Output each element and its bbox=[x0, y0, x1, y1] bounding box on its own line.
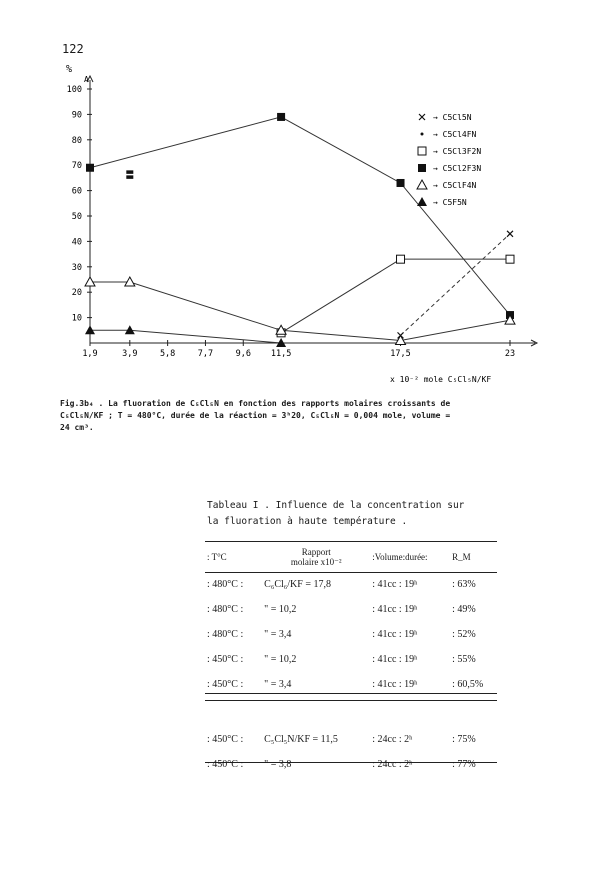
y-tick-label: 80 bbox=[71, 135, 82, 146]
table-row bbox=[205, 752, 497, 777]
cell-volume-duration: : 41cc : 19ʰ bbox=[372, 679, 418, 690]
header-temperature: : T°C bbox=[207, 552, 227, 562]
table-gap-cell bbox=[205, 697, 497, 727]
legend-label: → C5Cl2F3N bbox=[433, 164, 482, 173]
cell-ratio: C₅Cl₅N/KF = 11,5 bbox=[264, 734, 338, 745]
cell-ratio: " = 10,2 bbox=[264, 654, 297, 665]
cell-volume-duration: : 41cc : 19ʰ bbox=[372, 654, 418, 665]
figure-caption-line: Fig.3b₄ . La fluoration de C₅Cl₅N en fonction des rapports molaires croissants de bbox=[60, 399, 451, 408]
cell-rm: : 63% bbox=[452, 579, 476, 590]
data-point-extra bbox=[126, 170, 133, 179]
x-tick-label: 9,6 bbox=[235, 349, 251, 359]
chart-legend bbox=[417, 113, 481, 207]
header-ratio bbox=[260, 542, 372, 572]
x-tick-label: 23 bbox=[504, 349, 516, 359]
table-row bbox=[205, 597, 497, 622]
cell-rm: : 77% bbox=[452, 759, 476, 770]
header-rm: R_M bbox=[452, 552, 471, 562]
x-tick-label: 1,9 bbox=[82, 349, 98, 359]
cell-ratio: " = 3,4 bbox=[264, 629, 292, 640]
header-ratio-top: Rapport bbox=[301, 547, 331, 557]
x-tick-label: 5,8 bbox=[159, 349, 176, 359]
legend-marker bbox=[421, 133, 424, 136]
x-tick-label: 11,5 bbox=[270, 349, 292, 359]
y-tick-label: 70 bbox=[71, 161, 82, 172]
data-point-C5Cl3F2N bbox=[397, 255, 405, 263]
legend-marker bbox=[418, 164, 426, 172]
data-point-C5Cl3F2N bbox=[506, 255, 514, 263]
cell-temperature: : 450°C : bbox=[207, 759, 244, 770]
legend-marker bbox=[417, 197, 427, 206]
table-row bbox=[205, 647, 497, 672]
table-caption-line: Tableau I . Influence de la concentration sur bbox=[207, 500, 465, 511]
legend-marker bbox=[417, 180, 427, 189]
header-volume-duration: :Volume:durée: bbox=[372, 552, 428, 562]
cell-ratio: " = 3,8 bbox=[264, 759, 292, 770]
cell-ratio: " = 3,4 bbox=[264, 679, 292, 690]
cell-ratio: " = 10,2 bbox=[264, 604, 297, 615]
y-tick-label: 20 bbox=[71, 288, 82, 299]
table-caption-line: la fluoration à haute température . bbox=[207, 516, 408, 527]
data-point-C5Cl2F3N bbox=[397, 179, 405, 187]
legend-label: → C5ClF4N bbox=[433, 181, 477, 190]
figure-caption-line: C₅Cl₅N/KF ; T = 480°C, durée de la réaction = 3ʰ20, C₅Cl₅N = 0,004 mole, volume = bbox=[60, 411, 451, 420]
legend-marker bbox=[419, 114, 425, 120]
cell-volume-duration: : 24cc : 2ʰ bbox=[372, 759, 413, 770]
data-point-C5Cl2F3N bbox=[86, 164, 94, 172]
table-row bbox=[205, 622, 497, 647]
y-tick-label: 30 bbox=[71, 262, 82, 273]
figure-caption bbox=[60, 398, 530, 434]
cell-temperature: : 450°C : bbox=[207, 734, 244, 745]
page-number: 122 bbox=[62, 42, 84, 56]
figure-caption-line: 24 cm³. bbox=[60, 423, 94, 432]
cell-temperature: : 450°C : bbox=[207, 654, 244, 665]
header-ratio-bottom: molaire x10⁻² bbox=[290, 557, 342, 567]
cell-rm: : 49% bbox=[452, 604, 476, 615]
y-tick-label: 40 bbox=[71, 237, 82, 248]
cell-volume-duration: : 24cc : 2ʰ bbox=[372, 734, 413, 745]
table-group-gap bbox=[205, 697, 497, 727]
y-tick-label: 50 bbox=[71, 212, 82, 222]
cell-rm: : 60,5% bbox=[452, 679, 484, 690]
series-line-C5Cl3F2N bbox=[281, 259, 510, 333]
x-axis-label: x 10⁻² mole C₅Cl₅N/KF bbox=[390, 375, 492, 384]
cell-rm: : 75% bbox=[452, 734, 476, 745]
y-tick-label: 10 bbox=[71, 313, 82, 324]
cell-volume-duration: : 41cc : 19ʰ bbox=[372, 604, 418, 615]
series-line-C5ClF4N bbox=[90, 282, 510, 340]
table-row bbox=[205, 727, 497, 752]
table-row bbox=[205, 672, 497, 697]
cell-temperature: : 480°C : bbox=[207, 629, 244, 640]
legend-label: → C5Cl5N bbox=[433, 113, 472, 122]
table-caption bbox=[207, 498, 507, 530]
marker-part bbox=[126, 170, 133, 174]
cell-rm: : 52% bbox=[452, 629, 476, 640]
data-point-C5Cl5N bbox=[507, 231, 513, 237]
legend-label: → C5Cl4FN bbox=[433, 130, 477, 139]
y-axis-label: % bbox=[66, 64, 73, 75]
marker-part bbox=[126, 175, 133, 179]
table-header-row bbox=[205, 542, 497, 572]
x-tick-label: 17,5 bbox=[390, 349, 411, 359]
cell-temperature: : 450°C : bbox=[207, 679, 244, 690]
cell-temperature: : 480°C : bbox=[207, 604, 244, 615]
x-tick-label: 3,9 bbox=[122, 349, 138, 359]
y-axis-head: A bbox=[84, 75, 89, 84]
cell-rm: : 55% bbox=[452, 654, 476, 665]
series-line-C5F5N bbox=[90, 330, 281, 343]
cell-volume-duration: : 41cc : 19ʰ bbox=[372, 579, 418, 590]
y-tick-label: 90 bbox=[71, 110, 82, 121]
y-tick-label: 60 bbox=[71, 186, 82, 197]
cell-volume-duration: : 41cc : 19ʰ bbox=[372, 629, 418, 640]
x-tick-label: 7,7 bbox=[197, 349, 214, 359]
cell-ratio: C₆Cl₆/KF = 17,8 bbox=[264, 579, 331, 590]
legend-label: → C5F5N bbox=[433, 198, 467, 207]
fluorination-chart bbox=[0, 0, 593, 395]
cell-temperature: : 480°C : bbox=[207, 579, 244, 590]
legend-label: → C5Cl3F2N bbox=[433, 147, 482, 156]
data-point-C5Cl2F3N bbox=[277, 113, 285, 121]
y-tick-label: 100 bbox=[66, 85, 82, 95]
concentration-table bbox=[205, 542, 497, 777]
table-row bbox=[205, 572, 497, 597]
legend-marker bbox=[418, 147, 426, 155]
